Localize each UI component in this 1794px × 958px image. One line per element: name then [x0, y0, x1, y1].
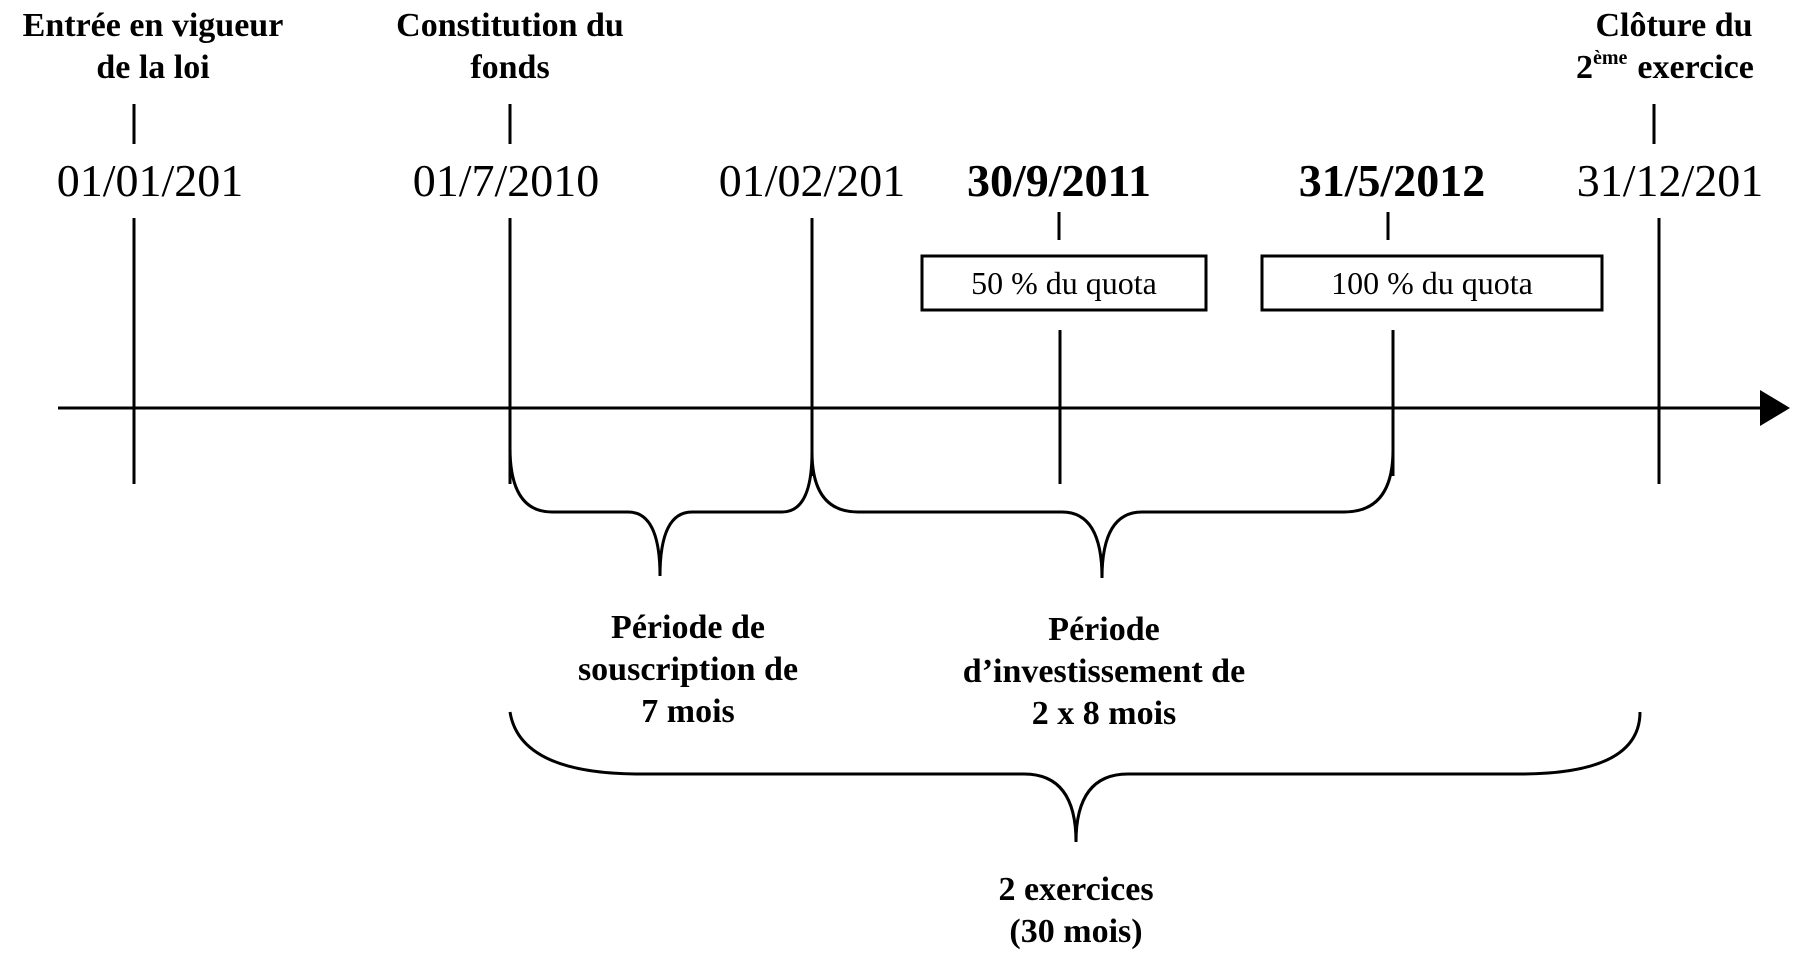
header-closing-line2 — [1576, 47, 1754, 86]
investment-brace — [812, 450, 1393, 578]
date-closing: 31/12/201 — [1576, 155, 1764, 206]
header-fund-line2: fonds — [470, 49, 550, 86]
exercises-label-line2: (30 mois) — [1009, 913, 1143, 950]
quota50-box-label: 50 % du quota — [971, 265, 1157, 301]
closing-exercice-word: exercice — [1637, 49, 1754, 86]
quota100-box-label: 100 % du quota — [1331, 265, 1533, 301]
header-law-line1: Entrée en vigueur — [22, 7, 284, 44]
closing-ordinal-number: 2 — [1576, 49, 1593, 86]
investment-label-line1: Période — [1048, 611, 1160, 648]
date-subscription-end: 01/02/201 — [718, 155, 906, 206]
date-fund: 01/7/2010 — [412, 155, 600, 206]
date-law: 01/01/201 — [56, 155, 244, 206]
investment-label-line3: 2 x 8 mois — [1031, 695, 1177, 732]
header-law-line2: de la loi — [96, 49, 210, 86]
closing-ordinal-suffix: ème — [1593, 47, 1628, 69]
header-fund-line1: Constitution du — [396, 7, 624, 44]
date-quota50: 30/9/2011 — [966, 155, 1152, 206]
subscription-label-line3: 7 mois — [641, 693, 735, 730]
subscription-label-line1: Période de — [611, 609, 765, 646]
time-axis-arrowhead — [1760, 390, 1790, 426]
investment-label-line2: d’investissement de — [962, 653, 1246, 690]
date-quota100: 31/5/2012 — [1298, 155, 1486, 206]
subscription-label-line2: souscription de — [577, 651, 799, 688]
exercises-label-line1: 2 exercices — [998, 871, 1154, 908]
header-closing-line1: Clôture du — [1595, 7, 1753, 44]
subscription-brace — [510, 448, 812, 576]
